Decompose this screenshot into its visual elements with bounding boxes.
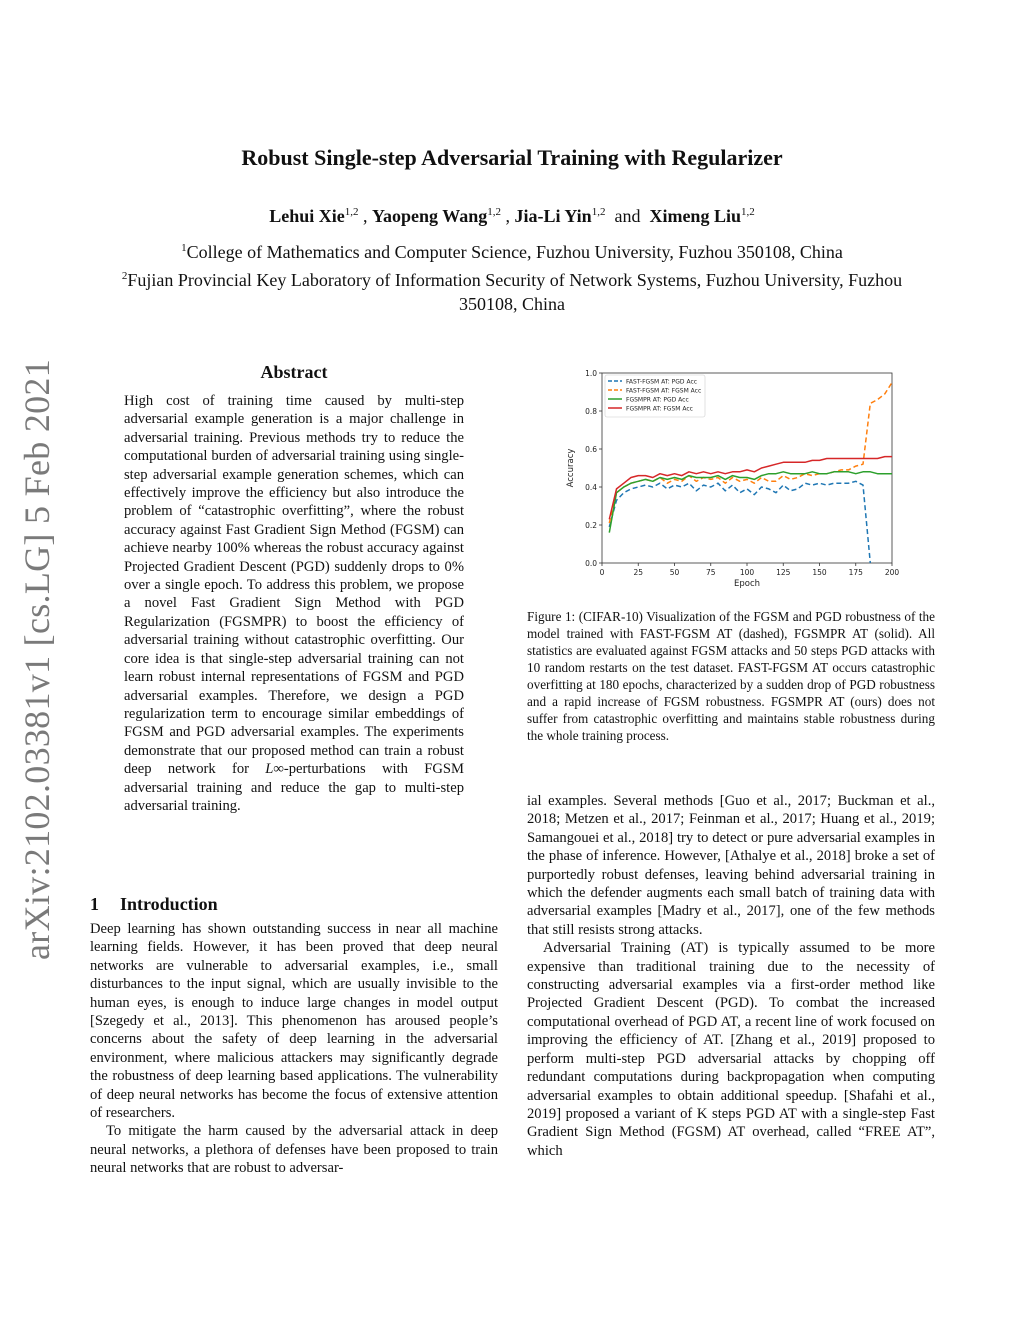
intro-right-column bbox=[527, 792, 935, 1160]
legend-label: FAST-FGSM AT: PGD Acc bbox=[626, 378, 698, 386]
math-linf: L∞ bbox=[265, 761, 284, 778]
figure-caption: Figure 1: (CIFAR-10) Visualization of the FGSM and PGD robustness of the model trained with FAST-FGSM AT (dashed), FGSMPR AT (solid). All statistics are evaluated against FGSM attacks and 50 steps PGD attacks with 10 random restarts on the test dataset. FAST-FGSM AT occurs catastrophic overfitting at 180 epochs, characterized by a sudden drop of PGD robustness and a rapid increase of FGSM robustness. FGSMPR AT (ours) does not suffer from catastrophic overfitting and maintains stable robustness during the whole training process. bbox=[527, 609, 935, 743]
author-affil-sup: 1,2 bbox=[344, 206, 359, 218]
author-affil-sup: 1,2 bbox=[740, 206, 755, 218]
y-tick-label: 1.0 bbox=[585, 369, 597, 378]
author-name: Jia-Li Yin bbox=[514, 206, 592, 226]
author-and: and bbox=[614, 206, 641, 226]
x-tick-label: 100 bbox=[739, 568, 755, 577]
section-heading bbox=[90, 894, 500, 915]
y-tick-label: 0.2 bbox=[585, 521, 597, 530]
author-name: Yaopeng Wang bbox=[372, 206, 488, 226]
paragraph: To mitigate the harm caused by the adversarial attack in deep neural networks, a plethora of defenses have been proposed to train neural networks that are robust to adversar- bbox=[90, 1123, 498, 1177]
author-affil-sup: 1,2 bbox=[591, 206, 606, 218]
y-tick-label: 0.4 bbox=[585, 483, 597, 492]
abstract-heading: Abstract bbox=[260, 362, 328, 382]
affiliation-line: $^1$College of Mathematics and Computer Science, Fuzhou University, Fuzhou 350108, China bbox=[181, 242, 843, 262]
abstract-body: High cost of training time caused by multi-step adversarial example generation is a major challenge in adversarial training. Previous methods try to reduce the computational burden of adversarial training using single-step adversarial example generation schemes, which can effectively improve the efficiency but also introduce the problem of “catastrophic overfitting”, where the robust accuracy against Fast Gradient Sign Method (FGSM) can achieve nearby 100% whereas the robust accuracy against Projected Gradient Descent (PGD) suddenly drops to 0% over a single epoch. To address this problem, we propose a novel Fast Gradient Sign Method with PGD Regularization (FGSMPR) to boost the efficiency of adversarial training without catastrophic overfitting. Our core idea is that single-step adversarial training can not learn robust internal representations of FGSM and PGD adversarial examples. Therefore, we design a PGD regularization term to encourage similar embeddings of FGSM and PGD adversarial examples. The experiments demonstrate that our proposed method can train a robust deep network for L∞-perturbations with FGSM adversarial training and reduce the gap to multi-step adversarial training. bbox=[124, 393, 464, 814]
x-tick-label: 175 bbox=[848, 568, 863, 577]
paragraph: Deep learning has shown outstanding success in near all machine learning fields. However, it has been proved that deep neural networks are vulnerable to adversarial examples, i.e., small disturbances to the input signal, which are usually invisible to the human eyes, is enough to induce large changes in model output [Szegedy et al., 2013]. This phenomenon has aroused people’s concerns about the safety of deep learning in the adversarial environment, where malicious attackers may significantly degrade the robustness of deep learning based applications. The vulnerability of deep neural networks has become the focus of extensive attention of researchers. bbox=[90, 921, 498, 1122]
x-tick-label: 25 bbox=[633, 568, 644, 577]
series-line-1 bbox=[609, 481, 870, 563]
x-tick-label: 125 bbox=[776, 568, 791, 577]
x-tick-label: 0 bbox=[599, 568, 605, 577]
intro-left-column bbox=[90, 920, 498, 1178]
paragraph: Adversarial Training (AT) is typically assumed to be more expensive than traditional training due to the necessity of constructing adversarial examples via a first-order method like Projected Gradient Descent (PGD). To combat the increased computational overhead of PGD AT, a recent line of work focused on improving the efficiency of AT. [Zhang et al., 2019] proposed to perform multi-step PGD adversarial attacks by chopping off redundant computations during backpropagation when computing adversarial examples to obtain additional speedup. [Shafahi et al., 2019] proposed a variant of K steps PGD AT with a single-step Fast Gradient Sign Method (FGSM) AT overhead, called “FREE AT”, which bbox=[527, 940, 935, 1159]
author-list bbox=[0, 206, 1024, 227]
y-axis-label: Accuracy bbox=[566, 448, 576, 488]
affiliation-line: $^2$Fujian Provincial Key Laboratory of Information Security of Network Systems, Fuzhou University, Fuzhou 350108, China bbox=[121, 270, 903, 314]
author-name: Lehui Xie bbox=[269, 206, 345, 226]
affiliations bbox=[100, 236, 924, 316]
legend-label: FGSMPR AT: PGD Acc bbox=[626, 396, 689, 404]
author-name: Ximeng Liu bbox=[649, 206, 741, 226]
y-tick-label: 0.0 bbox=[585, 559, 597, 568]
y-tick-label: 0.6 bbox=[585, 445, 597, 454]
series-line-4 bbox=[609, 457, 892, 520]
section-title: Introduction bbox=[120, 894, 218, 914]
paragraph: ial examples. Several methods [Guo et al., 2017; Buckman et al., 2018; Metzen et al., 2017; Feinman et al., 2017; Huang et al., 2019; Samangouei et al., 2018] try to detect or pure adversarial examples in the phase of inference. However, [Athalye et al., 2018] broke a set of purportedly robust defenses, leaving behind adversarial training in which the defender augments each small batch of training data with adversarial examples [Madry et al., 2017], one of the few methods that still resists strong attacks. bbox=[527, 793, 935, 938]
paper-title: Robust Single-step Adversarial Training with Regularizer bbox=[241, 145, 783, 170]
series-line-3 bbox=[609, 472, 892, 533]
author-affil-sup: 1,2 bbox=[487, 206, 502, 218]
author-separator: , bbox=[363, 206, 368, 226]
x-tick-label: 200 bbox=[884, 568, 900, 577]
x-tick-label: 150 bbox=[812, 568, 827, 577]
figure-1-chart bbox=[560, 365, 900, 590]
legend-label: FAST-FGSM AT: FGSM Acc bbox=[626, 387, 702, 395]
author-separator: , bbox=[505, 206, 511, 226]
x-axis-label: Epoch bbox=[733, 579, 761, 589]
y-tick-label: 0.8 bbox=[585, 407, 597, 416]
legend-label: FGSMPR AT: FGSM Acc bbox=[626, 405, 693, 413]
arxiv-side-identifier: arXiv:2102.03381v1 [cs.LG] 5 Feb 2021 bbox=[17, 358, 57, 960]
section-number: 1 bbox=[90, 894, 99, 914]
x-tick-label: 50 bbox=[669, 568, 680, 577]
x-tick-label: 75 bbox=[705, 568, 716, 577]
